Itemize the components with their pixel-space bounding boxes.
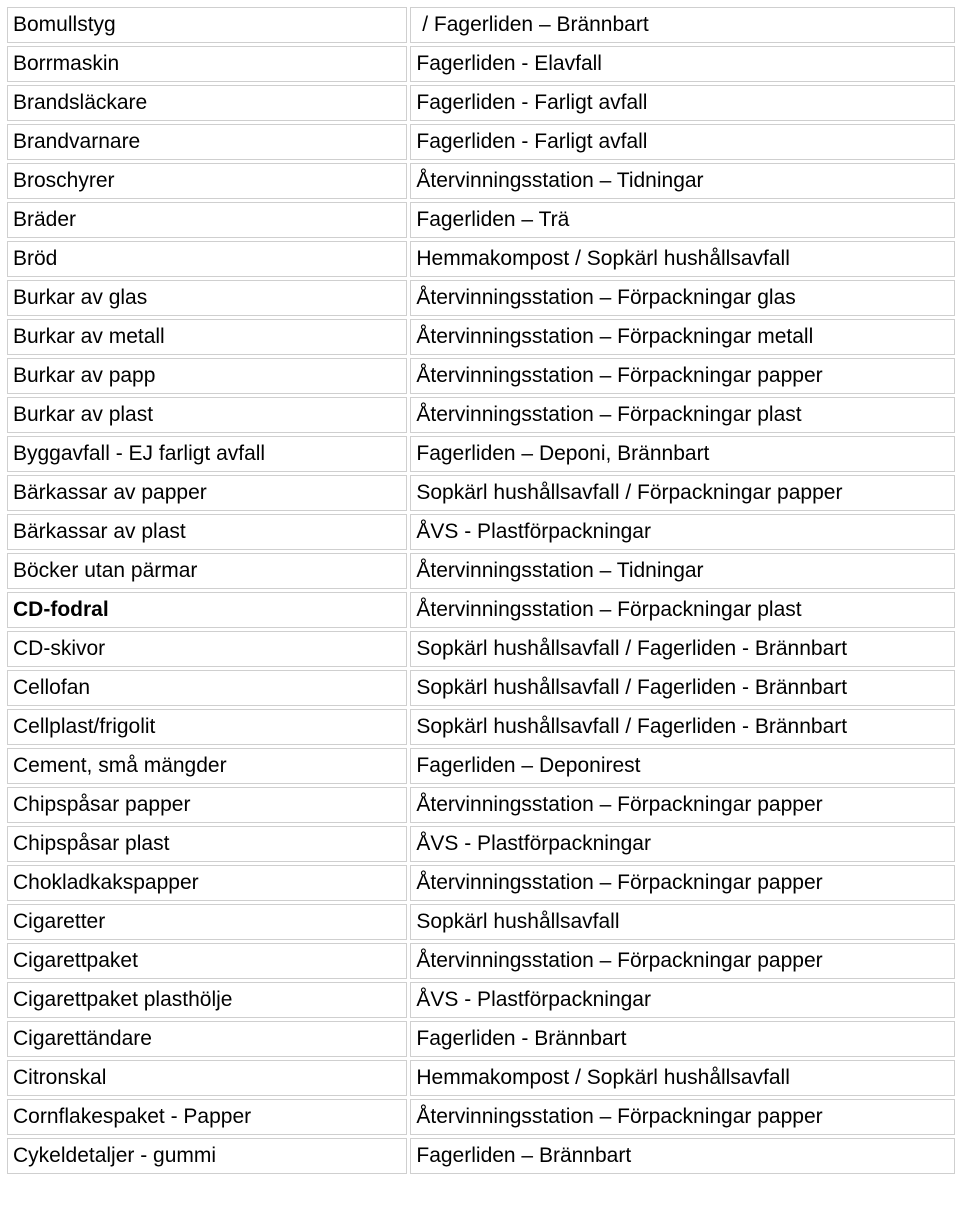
item-cell: Bröd (7, 241, 407, 277)
destination-cell: Fagerliden – Trä (410, 202, 955, 238)
item-cell: Brandvarnare (7, 124, 407, 160)
table-row (7, 865, 955, 901)
item-cell: Cement, små mängder (7, 748, 407, 784)
table-row (7, 904, 955, 940)
destination-cell: Återvinningsstation – Tidningar (410, 163, 955, 199)
item-cell: Cellofan (7, 670, 407, 706)
destination-cell: Sopkärl hushållsavfall / Förpackningar papper (410, 475, 955, 511)
destination-cell: Fagerliden - Farligt avfall (410, 124, 955, 160)
item-cell: Cigarettpaket (7, 943, 407, 979)
item-cell: Brandsläckare (7, 85, 407, 121)
destination-cell: Återvinningsstation – Förpackningar glas (410, 280, 955, 316)
item-cell-highlighted: CD-fodral (7, 592, 407, 628)
item-cell: Cykeldetaljer - gummi (7, 1138, 407, 1174)
item-cell: Burkar av papp (7, 358, 407, 394)
item-cell: Broschyrer (7, 163, 407, 199)
destination-cell: Sopkärl hushållsavfall (410, 904, 955, 940)
item-cell: Byggavfall - EJ farligt avfall (7, 436, 407, 472)
table-row (7, 826, 955, 862)
table-row (7, 163, 955, 199)
destination-cell: Hemmakompost / Sopkärl hushållsavfall (410, 1060, 955, 1096)
item-cell: Cornflakespaket - Papper (7, 1099, 407, 1135)
destination-cell: Återvinningsstation – Tidningar (410, 553, 955, 589)
item-cell: Bräder (7, 202, 407, 238)
item-cell: Chokladkakspapper (7, 865, 407, 901)
destination-cell: Återvinningsstation – Förpackningar papper (410, 865, 955, 901)
destination-cell: Sopkärl hushållsavfall / Fagerliden - Brännbart (410, 709, 955, 745)
table-row (7, 553, 955, 589)
destination-cell: Fagerliden - Brännbart (410, 1021, 955, 1057)
waste-sorting-table-body (7, 7, 955, 1174)
table-row (7, 85, 955, 121)
waste-sorting-table (4, 4, 958, 1177)
item-cell: Bomullstyg (7, 7, 407, 43)
destination-cell: Fagerliden - Elavfall (410, 46, 955, 82)
table-row (7, 436, 955, 472)
destination-cell: Sopkärl hushållsavfall / Fagerliden - Brännbart (410, 670, 955, 706)
destination-cell: Fagerliden - Farligt avfall (410, 85, 955, 121)
item-cell: Cigarettändare (7, 1021, 407, 1057)
destination-cell: Återvinningsstation – Förpackningar papper (410, 943, 955, 979)
destination-cell: Fagerliden – Deponi, Brännbart (410, 436, 955, 472)
destination-cell: Fagerliden – Deponirest (410, 748, 955, 784)
destination-cell: Återvinningsstation – Förpackningar metall (410, 319, 955, 355)
table-row (7, 982, 955, 1018)
table-row (7, 358, 955, 394)
item-cell: Bärkassar av papper (7, 475, 407, 511)
destination-cell: Återvinningsstation – Förpackningar plast (410, 592, 955, 628)
item-cell: Citronskal (7, 1060, 407, 1096)
item-cell: Cigarettpaket plasthölje (7, 982, 407, 1018)
table-row (7, 202, 955, 238)
table-row (7, 397, 955, 433)
item-cell: Bärkassar av plast (7, 514, 407, 550)
table-row (7, 1060, 955, 1096)
item-cell: Burkar av plast (7, 397, 407, 433)
table-row (7, 748, 955, 784)
table-row (7, 1099, 955, 1135)
table-row (7, 943, 955, 979)
item-cell: Burkar av metall (7, 319, 407, 355)
item-cell: Cigaretter (7, 904, 407, 940)
destination-cell: Återvinningsstation – Förpackningar papper (410, 1099, 955, 1135)
table-row (7, 787, 955, 823)
destination-cell: Fagerliden – Brännbart (410, 1138, 955, 1174)
destination-cell: ÅVS - Plastförpackningar (410, 982, 955, 1018)
item-cell: Chipspåsar papper (7, 787, 407, 823)
table-row (7, 7, 955, 43)
item-cell: Böcker utan pärmar (7, 553, 407, 589)
destination-cell: ÅVS - Plastförpackningar (410, 514, 955, 550)
destination-cell: Återvinningsstation – Förpackningar papper (410, 787, 955, 823)
destination-cell: Återvinningsstation – Förpackningar papper (410, 358, 955, 394)
table-row (7, 631, 955, 667)
destination-cell: / Fagerliden – Brännbart (410, 7, 955, 43)
table-row (7, 46, 955, 82)
destination-cell: Hemmakompost / Sopkärl hushållsavfall (410, 241, 955, 277)
table-row (7, 241, 955, 277)
table-row (7, 1021, 955, 1057)
item-cell: CD-skivor (7, 631, 407, 667)
item-cell: Burkar av glas (7, 280, 407, 316)
table-row (7, 709, 955, 745)
destination-cell: Återvinningsstation – Förpackningar plast (410, 397, 955, 433)
table-row (7, 514, 955, 550)
item-cell: Borrmaskin (7, 46, 407, 82)
item-cell: Cellplast/frigolit (7, 709, 407, 745)
table-row (7, 670, 955, 706)
table-row (7, 1138, 955, 1174)
destination-cell: ÅVS - Plastförpackningar (410, 826, 955, 862)
table-row (7, 124, 955, 160)
table-row (7, 280, 955, 316)
table-row (7, 475, 955, 511)
destination-cell: Sopkärl hushållsavfall / Fagerliden - Brännbart (410, 631, 955, 667)
table-row (7, 319, 955, 355)
table-row (7, 592, 955, 628)
item-cell: Chipspåsar plast (7, 826, 407, 862)
